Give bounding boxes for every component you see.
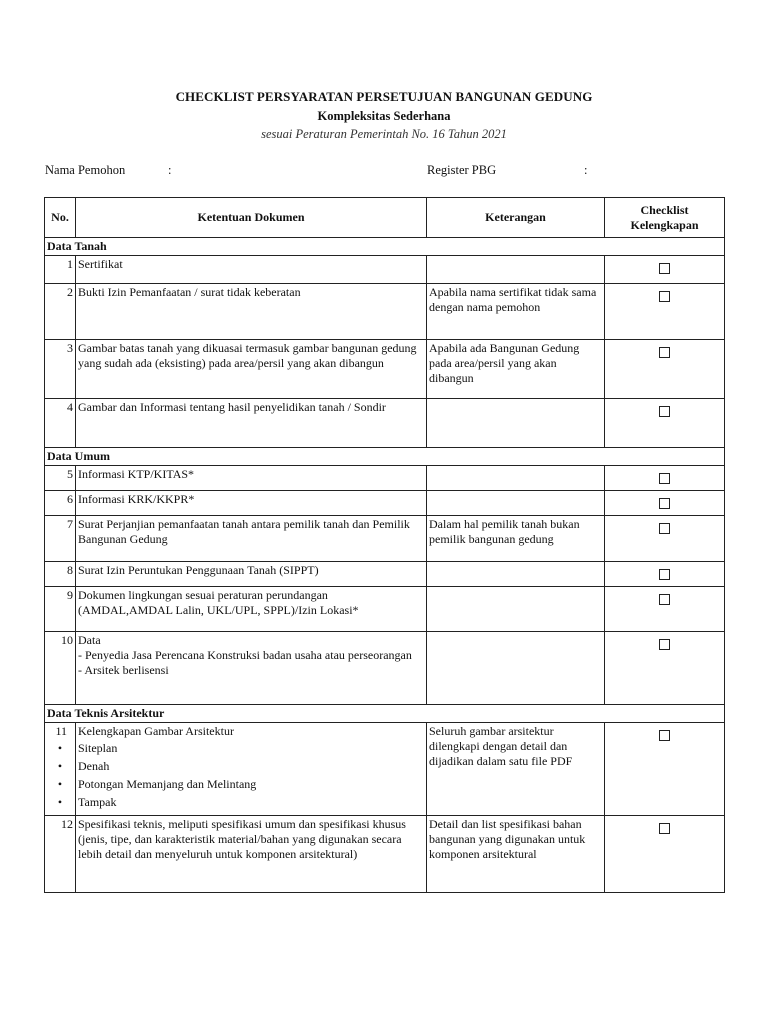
row-document: Spesifikasi teknis, meliputi spesifikasi umum dan spesifikasi khusus (jenis, tipe, dan karakteristik material/bahan yang digunakan secara lebih detail dan menyeluruh untuk komponen arsitektural) [76,816,427,893]
checkbox[interactable] [659,569,670,580]
row-document: Gambar dan Informasi tentang hasil penyelidikan tanah / Sondir [76,399,427,448]
header-document: Ketentuan Dokumen [76,198,427,238]
row-number: 11 [55,724,67,738]
row-number: 8 [45,562,76,587]
bullet-icon: • [57,741,63,755]
document-title: CHECKLIST PERSYARATAN PERSETUJUAN BANGUNAN GEDUNG [175,89,593,104]
checkbox[interactable] [659,473,670,484]
bullet-icon: • [57,759,63,773]
applicant-name-label: Nama Pemohon [45,163,126,177]
header-note: Keterangan [427,198,605,238]
table-row [45,340,725,399]
table-row [45,632,725,705]
regulation-reference: sesuai Peraturan Pemerintah No. 16 Tahun 2021 [261,127,507,141]
row-checklist-cell [605,491,725,516]
row-document-bullet: Denah [78,759,110,773]
row-note: Apabila ada Bangunan Gedung pada area/persil yang akan dibangun [427,340,605,399]
row-number: 10 [45,632,76,705]
row-document-cell [76,723,427,816]
table-row [45,516,725,562]
table-row [45,256,725,284]
table-row [45,491,725,516]
table-row [45,587,725,632]
document-subtitle: Kompleksitas Sederhana [317,109,451,123]
checkbox[interactable] [659,639,670,650]
row-note [427,632,605,705]
row-number: 2 [45,284,76,340]
row-note: Detail dan list spesifikasi bahan bangunan yang digunakan untuk komponen arsitektural [427,816,605,893]
row-checklist-cell [605,340,725,399]
row-checklist-cell [605,466,725,491]
table-header-row [45,198,725,238]
row-document: Kelengkapan Gambar Arsitektur [78,724,234,738]
row-document-line: - Penyedia Jasa Perencana Konstruksi badan usaha atau perseorangan [78,648,412,662]
row-note: Apabila nama sertifikat tidak sama dengan nama pemohon [427,284,605,340]
table-row [45,284,725,340]
row-note [427,562,605,587]
section-row-data-teknis-arsitektur [45,705,725,723]
row-document: Informasi KRK/KKPR* [76,491,427,516]
row-number: 5 [45,466,76,491]
row-number: 1 [45,256,76,284]
table-row [45,399,725,448]
row-number: 7 [45,516,76,562]
row-note [427,466,605,491]
section-row-data-umum [45,448,725,466]
bullet-icon: • [57,777,63,791]
row-document: Gambar batas tanah yang dikuasai termasuk gambar bangunan gedung yang sudah ada (eksisting) pada area/persil yang akan dibangun [76,340,427,399]
checkbox[interactable] [659,406,670,417]
section-label: Data Umum [45,448,725,466]
row-note: Seluruh gambar arsitektur dilengkapi dengan detail dan dijadikan dalam satu file PDF [427,723,605,816]
row-number: 6 [45,491,76,516]
row-number: 3 [45,340,76,399]
row-number-cell [45,723,76,816]
row-checklist-cell [605,284,725,340]
checkbox[interactable] [659,291,670,302]
row-document: Surat Perjanjian pemanfaatan tanah antara pemilik tanah dan Pemilik Bangunan Gedung [76,516,427,562]
row-checklist-cell [605,723,725,816]
checklist-table [44,197,725,893]
row-document: Data [78,633,101,647]
applicant-name-colon: : [168,163,172,177]
table-row [45,562,725,587]
row-document: Dokumen lingkungan sesuai peraturan perundangan (AMDAL,AMDAL Lalin, UKL/UPL, SPPL)/Izin Lokasi* [76,587,427,632]
row-note [427,587,605,632]
header-checklist: Checklist Kelengkapan [605,198,725,238]
row-checklist-cell [605,399,725,448]
row-note: Dalam hal pemilik tanah bukan pemilik bangunan gedung [427,516,605,562]
row-checklist-cell [605,256,725,284]
register-pbg-colon: : [584,163,588,177]
table-row [45,816,725,893]
row-document-cell [76,632,427,705]
section-label: Data Teknis Arsitektur [45,705,725,723]
checkbox[interactable] [659,594,670,605]
checkbox[interactable] [659,347,670,358]
section-row-data-tanah [45,238,725,256]
row-note [427,256,605,284]
row-document: Surat Izin Peruntukan Penggunaan Tanah (SIPPT) [76,562,427,587]
row-number: 9 [45,587,76,632]
row-document: Informasi KTP/KITAS* [76,466,427,491]
row-document: Bukti Izin Pemanfaatan / surat tidak keberatan [76,284,427,340]
row-note [427,491,605,516]
checkbox[interactable] [659,498,670,509]
checkbox[interactable] [659,823,670,834]
row-document-bullet: Tampak [78,795,117,809]
row-checklist-cell [605,516,725,562]
table-row [45,466,725,491]
row-number: 4 [45,399,76,448]
row-note [427,399,605,448]
row-document-bullet: Potongan Memanjang dan Melintang [78,777,257,791]
register-pbg-label: Register PBG [427,163,497,177]
row-document-bullet: Siteplan [78,741,118,755]
section-label: Data Tanah [45,238,725,256]
row-checklist-cell [605,587,725,632]
row-number: 12 [45,816,76,893]
row-document: Sertifikat [76,256,427,284]
row-checklist-cell [605,816,725,893]
checkbox[interactable] [659,730,670,741]
row-document-line: - Arsitek berlisensi [78,663,169,677]
checkbox[interactable] [659,263,670,274]
header-no: No. [45,198,76,238]
row-checklist-cell [605,562,725,587]
row-checklist-cell [605,632,725,705]
bullet-icon: • [57,795,63,809]
table-row [45,723,725,816]
checkbox[interactable] [659,523,670,534]
